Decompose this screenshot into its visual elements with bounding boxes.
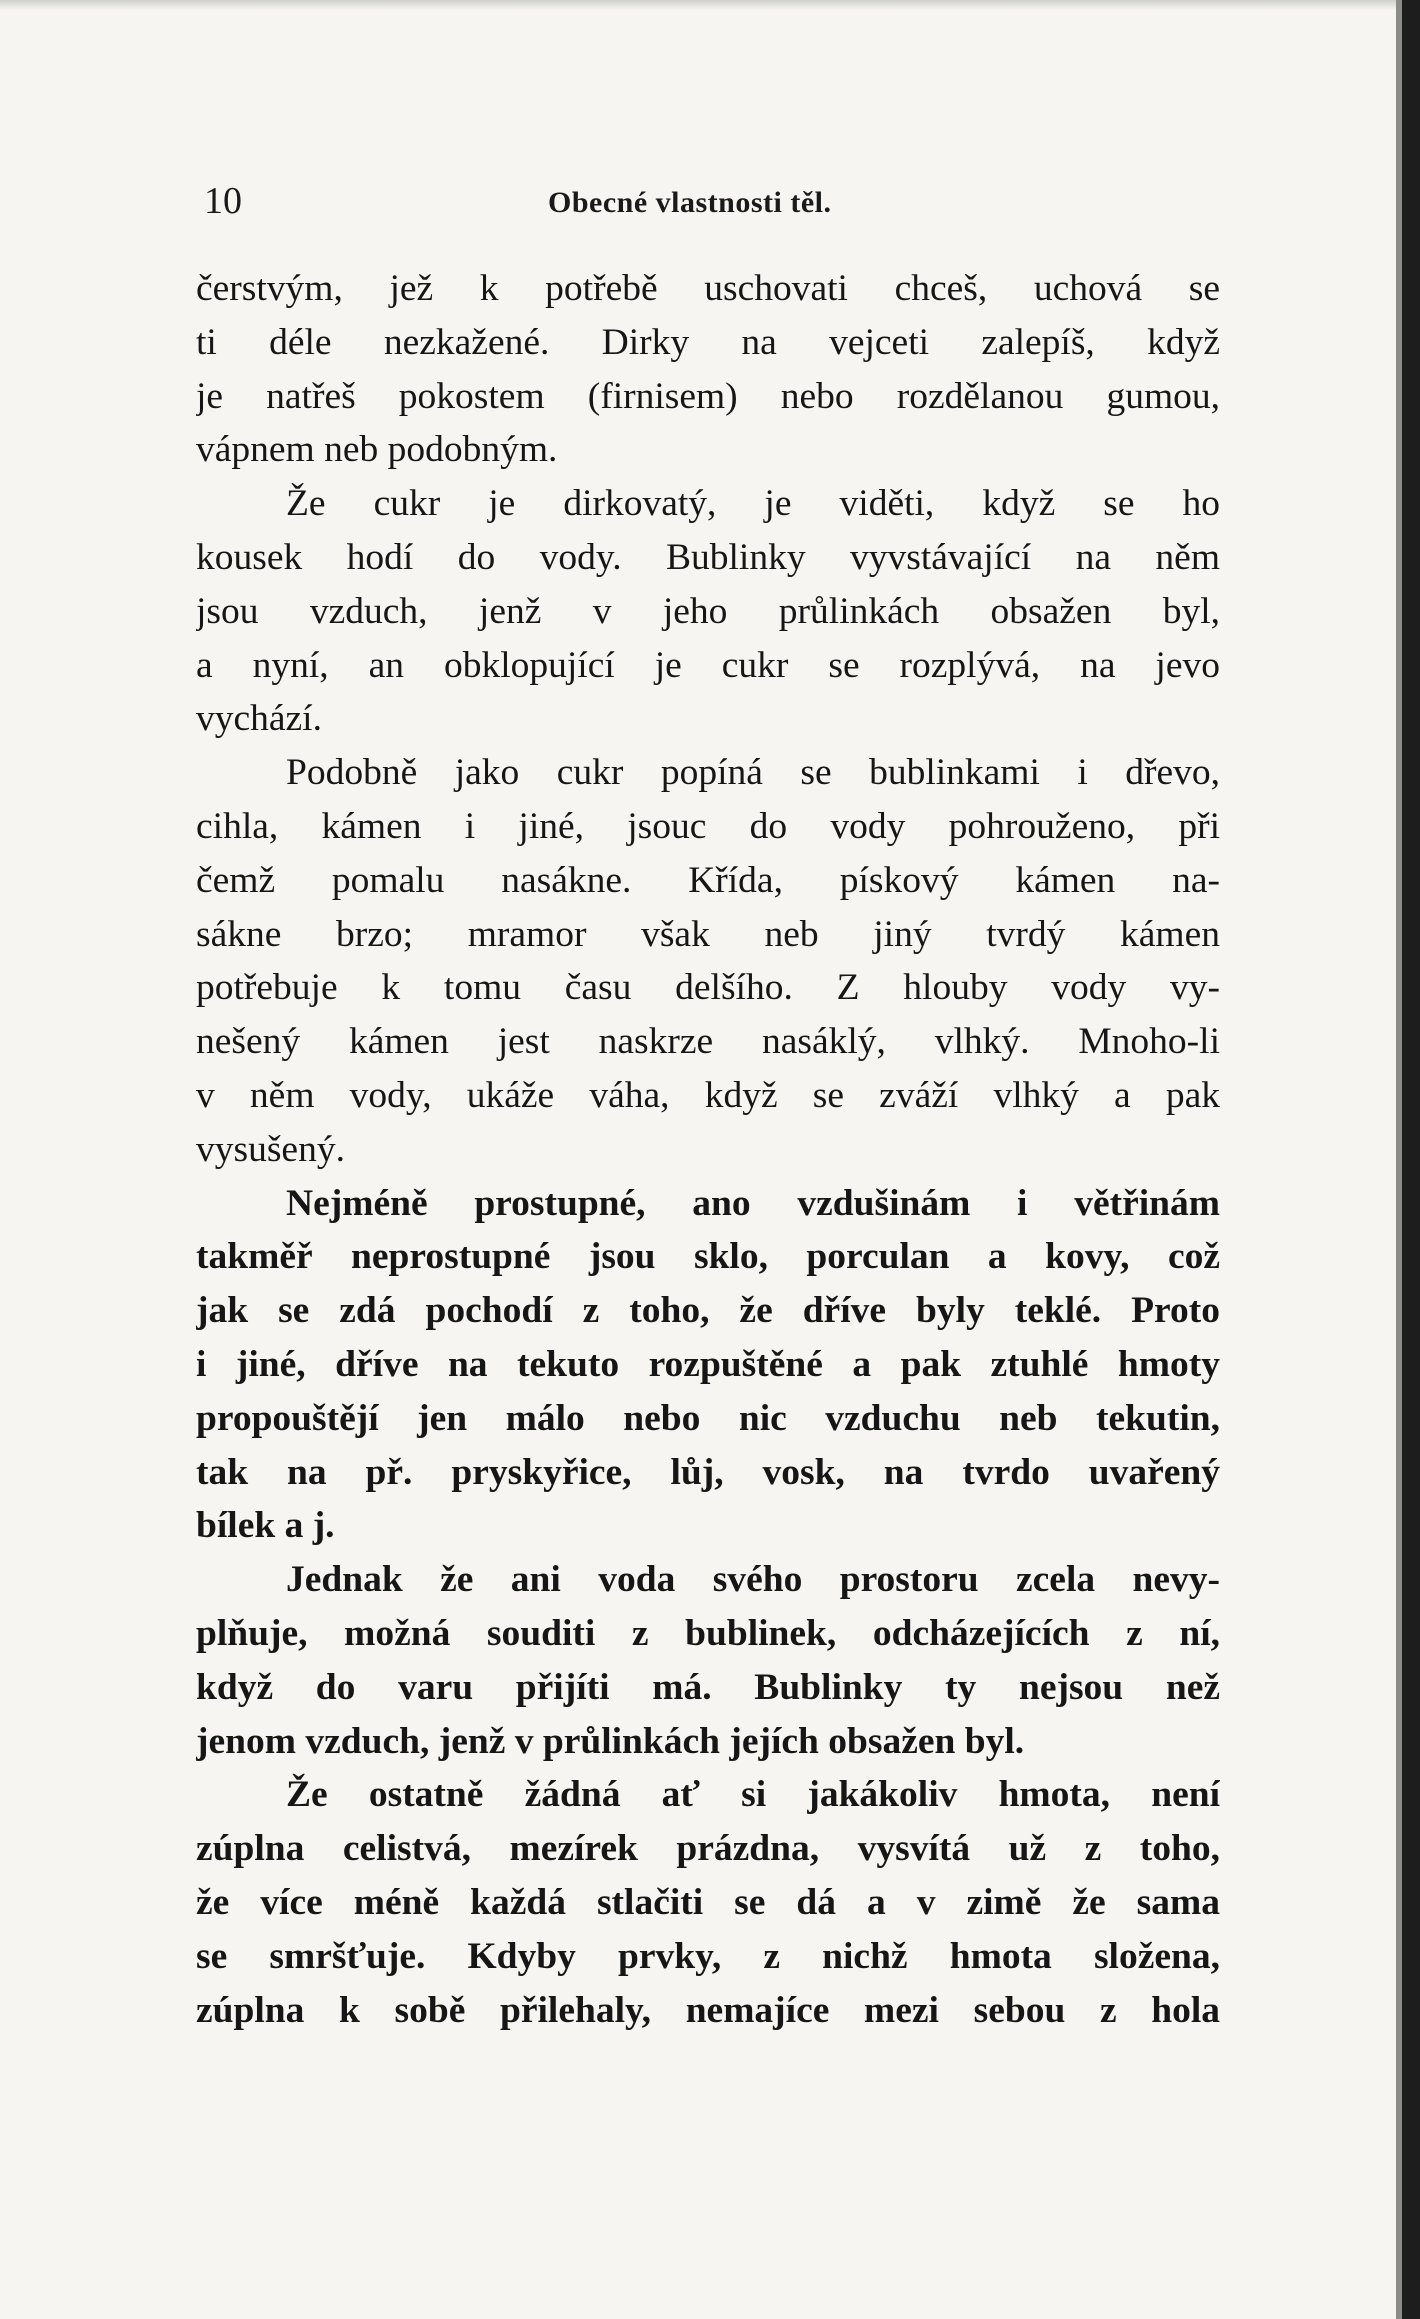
text-line: potřebuje k tomu času delšího. Z hlouby vody vy- — [196, 967, 1220, 1009]
page-header — [196, 176, 1216, 226]
text-line: když do varu přijíti má. Bublinky ty nejsou než — [196, 1666, 1220, 1708]
text-line: takměř neprostupné jsou sklo, porculan a kovy, což — [196, 1236, 1220, 1278]
text-line: čerstvým, jež k potřebě uschovati chceš, uchová se — [196, 268, 1220, 309]
text-line: jak se zdá pochodí z toho, že dříve byly teklé. Proto — [196, 1290, 1220, 1332]
text-line: zúplna k sobě přilehaly, nemajíce mezi sebou z hola — [196, 1989, 1220, 2031]
bold-print-block — [196, 1177, 1220, 2038]
text-line: Že cukr je dirkovatý, je viděti, když se ho — [286, 483, 1220, 525]
text-line: jenom vzduch, jenž v průlinkách jejích obsažen byl. — [196, 1720, 1025, 1762]
text-line: jsou vzduch, jenž v jeho průlinkách obsažen byl, — [196, 590, 1220, 632]
text-line: vápnem neb podobným. — [196, 429, 558, 471]
text-line: v něm vody, ukáže váha, když se zváží vlhký a pak — [196, 1074, 1220, 1116]
text-line: nešený kámen jest naskrze nasáklý, vlhký. Mnoho-li — [196, 1021, 1220, 1063]
text-line: sákne brzo; mramor však neb jiný tvrdý kámen — [196, 913, 1220, 955]
text-line: že více méně každá stlačiti se dá a v zimě že sama — [196, 1881, 1220, 1923]
text-line: Že ostatně žádná ať si jakákoliv hmota, není — [286, 1774, 1220, 1816]
text-line: se smršťuje. Kdyby prvky, z nichž hmota složena, — [196, 1935, 1220, 1977]
text-line: propouštějí jen málo nebo nic vzduchu neb tekutin, — [196, 1397, 1220, 1439]
text-line: zúplna celistvá, mezírek prázdna, vysvítá už z toho, — [196, 1828, 1220, 1870]
text-line: bílek a j. — [196, 1505, 335, 1547]
text-line: vychází. — [196, 698, 322, 740]
text-line: plňuje, možná souditi z bublinek, odcházejících z ní, — [196, 1612, 1220, 1654]
text-line: Nejméně prostupné, ano vzdušinám i větřinám — [286, 1182, 1220, 1224]
page-top-shadow — [0, 0, 1420, 10]
paragraph — [196, 1553, 1220, 1768]
text-line: a nyní, an obklopující je cukr se rozplývá, na jevo — [196, 644, 1220, 686]
paragraph — [196, 1177, 1220, 1554]
text-line: Jednak že ani voda svého prostoru zcela nevy- — [286, 1559, 1220, 1601]
text-line: ti déle nezkažené. Dirky na vejceti zalepíš, když — [196, 321, 1220, 363]
text-line: čemž pomalu nasákne. Křída, pískový kámen na- — [196, 859, 1220, 901]
text-line: kousek hodí do vody. Bublinky vyvstávající na něm — [196, 536, 1220, 578]
text-line: vysušený. — [196, 1128, 345, 1170]
text-line: Podobně jako cukr popíná se bublinkami i dřevo, — [286, 752, 1220, 794]
text-line: tak na př. pryskyřice, lůj, vosk, na tvrdo uvařený — [196, 1451, 1220, 1493]
running-head: Obecné vlastnosti těl. — [548, 186, 832, 219]
text-line: i jiné, dříve na tekuto rozpuštěné a pak ztuhlé hmoty — [196, 1343, 1220, 1385]
page-number: 10 — [204, 180, 242, 222]
paragraph — [196, 746, 1220, 1176]
paragraph — [196, 1768, 1220, 2037]
text-line: cihla, kámen i jiné, jsouc do vody pohrouženo, při — [196, 805, 1220, 847]
body-text — [196, 262, 1220, 2037]
paragraph — [196, 262, 1220, 477]
text-line: je natřeš pokostem (firnisem) nebo rozdělanou gumou, — [196, 375, 1220, 417]
paragraph — [196, 477, 1220, 746]
book-spine-edge — [1402, 0, 1420, 2319]
